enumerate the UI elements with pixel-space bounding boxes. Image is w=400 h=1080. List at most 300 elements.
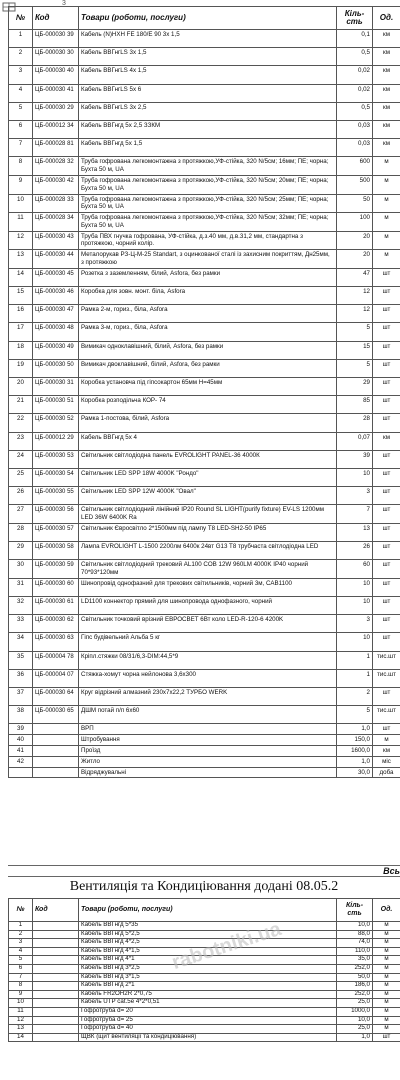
row-unit: м [373,999,400,1008]
row-number: 9 [9,175,33,194]
row-quantity: 26 [337,542,373,560]
row-unit: м [373,1016,400,1025]
row-number: 20 [9,378,33,396]
row-unit: км [373,432,400,450]
row-goods-name: Вимикач одноклавішний, білий, Asfora, без рамки [79,341,337,359]
row-unit: шт [373,468,400,486]
row-quantity: 3 [337,615,373,633]
row-unit: шт [373,1033,400,1042]
table-row [9,1007,400,1016]
row-code: ЦБ-000030 48 [33,323,79,341]
row-goods-name: ДШМ потай п/п 6х60 [79,706,337,724]
row-number: 4 [9,84,33,102]
row-quantity: 252,0 [337,990,373,999]
table-row [9,615,400,633]
row-quantity: 20 [337,231,373,250]
row-code [33,947,79,956]
row-goods-name: Гофротруба d= 20 [79,1007,337,1016]
row-quantity: 50,0 [337,973,373,982]
row-quantity: 186,0 [337,982,373,991]
table-row [9,30,400,48]
table-row [9,250,400,269]
table-row [9,468,400,486]
row-goods-name: Світильник Євросвітло 2*1500мм під лампу T8 LED-SH2-50 IP65 [79,523,337,541]
row-unit: м [373,157,400,176]
row-code: ЦБ-000030 61 [33,597,79,615]
row-code [33,735,79,746]
row-goods-name: Кабель ВВГнгд 4*2,5 [79,939,337,948]
row-code [33,724,79,735]
header-unit: Од. [373,899,400,922]
row-number: 24 [9,450,33,468]
row-unit: м [373,939,400,948]
row-quantity: 10 [337,633,373,651]
header-goods: Товари (роботи, послуги) [79,899,337,922]
row-code: ЦБ-000030 53 [33,450,79,468]
row-quantity: 5 [337,706,373,724]
table-row [9,102,400,120]
row-number: 31 [9,578,33,596]
table-row [9,706,400,724]
table-row [9,930,400,939]
row-quantity: 1,0 [337,1033,373,1042]
row-quantity: 252,0 [337,964,373,973]
row-code: ЦБ-000030 54 [33,468,79,486]
table-row [9,287,400,305]
row-quantity: 13 [337,523,373,541]
row-number: 25 [9,468,33,486]
row-code: ЦБ-000030 46 [33,287,79,305]
row-goods-name: Світильник світлодіодний трековий AL100 COB 12W 960LM 4000K IP40 чорний 70*93*120мм [79,560,337,579]
row-code [33,964,79,973]
row-quantity: 0,1 [337,30,373,48]
row-quantity: 0,03 [337,139,373,157]
row-unit: м [373,990,400,999]
row-number: 1 [9,30,33,48]
row-goods-name: Кабель ВВГнгд 5х 1,5 [79,139,337,157]
row-unit: шт [373,305,400,323]
row-goods-name: Круг відрізний алмазний 230х7х22,2 ТУРБО WERK [79,688,337,706]
row-unit: шт [373,560,400,579]
row-number: 10 [9,194,33,213]
row-code: ЦБ-000004 78 [33,651,79,669]
row-goods-name: Шинопровід однофазний для трекових світильників, чорний 3м, CAB1100 [79,578,337,596]
row-quantity: 10,0 [337,1016,373,1025]
table-row [9,84,400,102]
table-row [9,487,400,505]
row-code: ЦБ-000028 81 [33,139,79,157]
row-unit: км [373,745,400,756]
table-row [9,560,400,579]
row-quantity: 25,0 [337,1025,373,1034]
row-goods-name: Коробка установча під гіпсокартон 65мм Н=45мм [79,378,337,396]
row-code: ЦБ-000030 39 [33,30,79,48]
row-code [33,922,79,931]
table-row [9,231,400,250]
row-goods-name: Кабель ВВГнгд 5*2,5 [79,930,337,939]
row-number: 23 [9,432,33,450]
row-goods-name: Вимикач двоклавішний, білий, Asfora, без рамки [79,359,337,377]
table-row [9,724,400,735]
row-code: ЦБ-000030 52 [33,414,79,432]
row-number: 37 [9,688,33,706]
row-quantity: 12 [337,305,373,323]
row-code: ЦБ-000030 49 [33,341,79,359]
row-unit: м [373,973,400,982]
row-unit: шт [373,287,400,305]
table-row [9,964,400,973]
row-quantity: 0,07 [337,432,373,450]
row-unit: шт [373,597,400,615]
row-quantity: 10 [337,468,373,486]
row-code: ЦБ-000030 40 [33,66,79,84]
ventilation-table [8,898,400,1042]
row-unit: км [373,30,400,48]
row-unit: міс [373,756,400,767]
row-number: 21 [9,396,33,414]
row-goods-name: Труба гофрована легкомонтажна з протяжкою,УФ-стійка, 320 N/5см; 16мм; ПЕ; чорна; Бухта 50 м, UA [79,157,337,176]
row-number: 16 [9,305,33,323]
table-row [9,947,400,956]
row-unit: км [373,139,400,157]
table-row [9,323,400,341]
row-quantity: 35,0 [337,956,373,965]
row-quantity: 47 [337,268,373,286]
row-number: 10 [9,999,33,1008]
row-goods-name: Кабель ВВГнгд 2*1 [79,982,337,991]
header-quantity: Кіль-сть [337,7,373,30]
row-code: ЦБ-000030 30 [33,48,79,66]
row-number: 5 [9,956,33,965]
table-row [9,396,400,414]
row-quantity: 12 [337,287,373,305]
row-goods-name: Розетка з заземленням, білий, Asfora, без рамки [79,268,337,286]
row-goods-name: Світильник LED SPP 18W 4000K "Рондо" [79,468,337,486]
table-row [9,213,400,232]
row-quantity: 10 [337,578,373,596]
row-number: 7 [9,973,33,982]
row-number: 35 [9,651,33,669]
row-goods-name: Коробка для зовн. монт. біла, Asfora [79,287,337,305]
row-number: 42 [9,756,33,767]
row-code [33,982,79,991]
row-quantity: 50 [337,194,373,213]
row-unit: шт [373,487,400,505]
row-unit: тис.шт [373,651,400,669]
row-quantity: 60 [337,560,373,579]
table-row [9,268,400,286]
row-unit: м [373,956,400,965]
row-number: 29 [9,542,33,560]
table-row [9,48,400,66]
row-goods-name: Кабель (N)HXH FE 180/E 90 3x 1,5 [79,30,337,48]
row-unit: м [373,930,400,939]
row-quantity: 0,5 [337,48,373,66]
row-goods-name: Кріпл.стяжки 08/31/6,3-DIM:44,5*9 [79,651,337,669]
row-code: ЦБ-000012 34 [33,120,79,138]
row-quantity: 600 [337,157,373,176]
row-quantity: 5 [337,323,373,341]
row-code: ЦБ-000030 57 [33,523,79,541]
section-divider [8,865,400,866]
table-row [9,767,400,778]
row-number: 7 [9,139,33,157]
row-number: 9 [9,990,33,999]
row-goods-name: ВРП [79,724,337,735]
header-code: Код [33,899,79,922]
table-row [9,1016,400,1025]
table-row [9,735,400,746]
row-code: ЦБ-000028 32 [33,157,79,176]
row-code [33,756,79,767]
row-goods-name: Труба гофрована легкомонтажна з протяжкою,УФ-стійка, 320 N/5см; 20мм; ПЕ; чорна; Бухта 50 м, UA [79,175,337,194]
row-number: 36 [9,669,33,687]
table-row [9,305,400,323]
table-row [9,669,400,687]
row-code [33,930,79,939]
row-code: ЦБ-000030 51 [33,396,79,414]
row-code: ЦБ-000030 62 [33,615,79,633]
table-row [9,341,400,359]
row-number: 40 [9,735,33,746]
row-unit: шт [373,396,400,414]
row-unit: шт [373,378,400,396]
row-goods-name: Штробування [79,735,337,746]
table-row [9,745,400,756]
row-number: 11 [9,213,33,232]
row-unit: км [373,48,400,66]
row-number: 8 [9,982,33,991]
table-row [9,999,400,1008]
row-unit: м [373,964,400,973]
row-number: 4 [9,947,33,956]
row-code: ЦБ-000028 34 [33,213,79,232]
header-number: № [9,899,33,922]
row-quantity: 10,0 [337,922,373,931]
row-number: 2 [9,930,33,939]
row-code: ЦБ-000030 55 [33,487,79,505]
row-code: ЦБ-000030 31 [33,378,79,396]
row-goods-name: Коробка розподільча КОР- 74 [79,396,337,414]
row-quantity: 150,0 [337,735,373,746]
row-unit: м [373,194,400,213]
row-number: 12 [9,231,33,250]
row-quantity: 1,0 [337,724,373,735]
row-unit: м [373,1025,400,1034]
row-unit: м [373,922,400,931]
row-code: ЦБ-000030 47 [33,305,79,323]
row-unit: м [373,175,400,194]
row-unit: шт [373,450,400,468]
table-row [9,432,400,450]
row-code [33,1007,79,1016]
row-code: ЦБ-000012 29 [33,432,79,450]
row-goods-name: Кабель ВВГнгLS 3х 2,5 [79,102,337,120]
row-code: ЦБ-000004 07 [33,669,79,687]
table-row [9,157,400,176]
row-goods-name: Кабель ВВГнгд 5х 4 [79,432,337,450]
row-number: 18 [9,341,33,359]
row-number: 1 [9,922,33,931]
row-number: 2 [9,48,33,66]
table-row [9,578,400,596]
row-goods-name: Труба гофрована легкомонтажна з протяжкою,УФ-стійка, 320 N/5см; 25мм; ПЕ; чорна; Бухта 50 м, UA [79,194,337,213]
watermark-text: rabotniki.ua [169,918,284,975]
row-quantity: 10 [337,597,373,615]
row-goods-name: Відряджувальні [79,767,337,778]
row-goods-name: Рамка 3-м, гориз., біла, Asfora [79,323,337,341]
row-goods-name: Металорукав РЗ-Ц-М-25 Standart, з оцинкованої сталі із захисним покриттям, Дн25мм, з протяжкою [79,250,337,269]
row-goods-name: Лампа EVROLIGHT L-1500 2200лм 6400к 24вт G13 T8 трубчаста світлодіодна LED [79,542,337,560]
row-unit: шт [373,578,400,596]
row-number: 12 [9,1016,33,1025]
row-unit: шт [373,523,400,541]
table-row [9,956,400,965]
table-row [9,939,400,948]
row-code: ЦБ-000030 42 [33,175,79,194]
row-goods-name: Проїзд [79,745,337,756]
row-unit: м [373,735,400,746]
row-unit: шт [373,341,400,359]
row-quantity: 0,03 [337,120,373,138]
row-quantity: 5 [337,359,373,377]
row-number: 34 [9,633,33,651]
row-unit: м [373,231,400,250]
header-code: Код [33,7,79,30]
row-code: ЦБ-000028 33 [33,194,79,213]
table-row [9,651,400,669]
row-goods-name: Гофротруба d= 40 [79,1025,337,1034]
row-code [33,956,79,965]
row-code: ЦБ-000030 58 [33,542,79,560]
row-quantity: 110,0 [337,947,373,956]
header-number: № [9,7,33,30]
row-quantity: 20 [337,250,373,269]
row-unit: шт [373,414,400,432]
materials-table [8,6,400,778]
row-code: ЦБ-000030 43 [33,231,79,250]
row-number: 14 [9,1033,33,1042]
row-quantity: 1600,0 [337,745,373,756]
top-fragment-text: 3 [62,0,66,7]
row-number: 5 [9,102,33,120]
row-number: 30 [9,560,33,579]
row-code [33,767,79,778]
row-number: 15 [9,287,33,305]
row-goods-name: Гофротруба d= 25 [79,1016,337,1025]
row-number: 32 [9,597,33,615]
row-unit: м [373,213,400,232]
row-code: ЦБ-000030 63 [33,633,79,651]
table-row [9,450,400,468]
row-quantity: 3 [337,487,373,505]
row-code: ЦБ-000030 50 [33,359,79,377]
table-row [9,194,400,213]
table-row [9,973,400,982]
row-goods-name: LD1100 коннектор прямий для шинопровода однофазного, чорний [79,597,337,615]
row-code [33,999,79,1008]
row-goods-name: Світильник точковий врізний ЕВРОСВЕТ 6Вт коло LED-R-120-6 4200K [79,615,337,633]
table-row [9,139,400,157]
row-number: 38 [9,706,33,724]
section-divider [8,876,400,877]
row-unit: шт [373,688,400,706]
row-quantity: 1,0 [337,756,373,767]
row-number: 28 [9,523,33,541]
row-goods-name: Кабель ВВГнгд 3*2,5 [79,964,337,973]
row-code: ЦБ-000030 65 [33,706,79,724]
row-goods-name: Труба ПВХ гнучка гофрована, УФ-стійка, д.з.40 мм, д.в.31,2 мм, стандартна з протяжкою, чорний колір. [79,231,337,250]
row-goods-name: Світильник світлодіодний лінійний IP20 Round SL LIGHT(purify fixture) EV-LS 1200мм LED 36W 6400K Ra [79,505,337,524]
row-code: ЦБ-000030 44 [33,250,79,269]
row-number: 6 [9,964,33,973]
row-quantity: 74,0 [337,939,373,948]
row-goods-name: Кабель UTP cat.5e 4*2*0,51 [79,999,337,1008]
row-code [33,939,79,948]
row-code [33,1025,79,1034]
table-row [9,523,400,541]
row-unit: шт [373,505,400,524]
header-quantity: Кіль-сть [337,899,373,922]
row-goods-name: Світильник світлодіодна панель EVROLIGHT PANEL-36 4000К [79,450,337,468]
row-goods-name: Кабель ВВГнгLS 5х 6 [79,84,337,102]
row-goods-name: Гіпс будівельний Альба 5 кг [79,633,337,651]
row-code [33,1016,79,1025]
table-row [9,175,400,194]
row-unit: км [373,102,400,120]
row-goods-name: Стяжка-хомут чорна нейлонова 3,6x300 [79,669,337,687]
row-unit: км [373,84,400,102]
row-number: 27 [9,505,33,524]
row-unit: шт [373,633,400,651]
row-goods-name: Кабель ВВГнгLS 4х 1,5 [79,66,337,84]
row-number: 3 [9,939,33,948]
table-row [9,1033,400,1042]
total-label-fragment: Всь [383,866,400,876]
row-goods-name: Житло [79,756,337,767]
row-goods-name: Труба гофрована легкомонтажна з протяжкою,УФ-стійка, 320 N/5см; 32мм; ПЕ; чорна; Бухта 50 м, UA [79,213,337,232]
table-row [9,414,400,432]
row-goods-name: ЩВК (щит вентиляції та кондиціювання) [79,1033,337,1042]
row-quantity: 39 [337,450,373,468]
row-unit: км [373,120,400,138]
row-number: 39 [9,724,33,735]
row-code: ЦБ-000030 45 [33,268,79,286]
row-goods-name: Кабель FR2OH2R 2*0,75 [79,990,337,999]
row-code [33,973,79,982]
row-goods-name: Кабель ВВГнгд 5х 2,5 ЗЗКМ [79,120,337,138]
row-unit: км [373,66,400,84]
row-unit: тис.шт [373,706,400,724]
row-unit: шт [373,724,400,735]
row-unit: м [373,1007,400,1016]
table-row [9,359,400,377]
row-unit: м [373,250,400,269]
table-row [9,120,400,138]
row-quantity: 100 [337,213,373,232]
row-unit: шт [373,359,400,377]
row-number: 11 [9,1007,33,1016]
row-code: ЦБ-000030 41 [33,84,79,102]
row-quantity: 30,0 [337,767,373,778]
table-row [9,66,400,84]
row-code: ЦБ-000030 64 [33,688,79,706]
row-quantity: 7 [337,505,373,524]
row-code: ЦБ-000030 56 [33,505,79,524]
row-goods-name: Рамка 1-постова, білий, Asfora [79,414,337,432]
row-goods-name: Кабель ВВГнгLS 3х 1,5 [79,48,337,66]
table-row [9,597,400,615]
